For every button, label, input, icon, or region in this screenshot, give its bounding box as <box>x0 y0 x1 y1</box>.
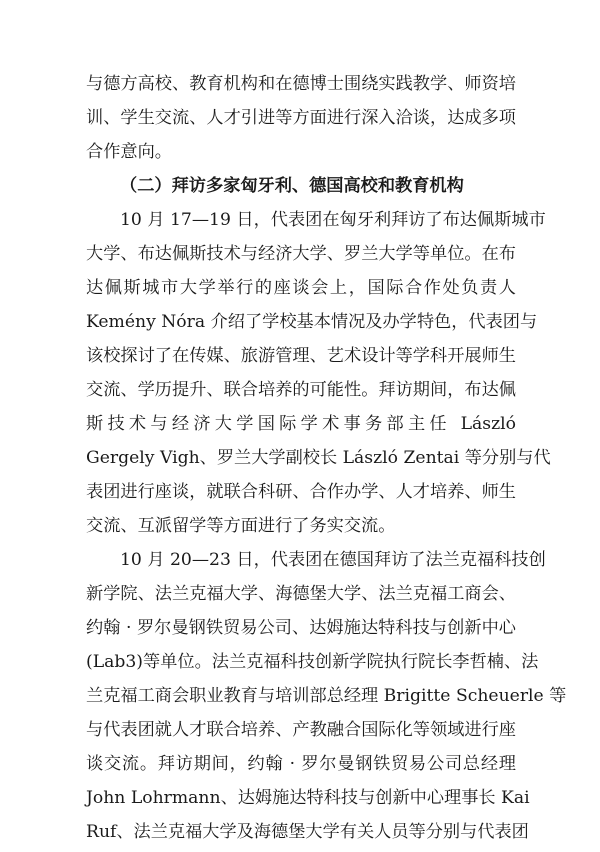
body-text-line: Gergely Vigh、罗兰大学副校长 László Zentai 等分别与代 <box>86 448 551 468</box>
body-text-line: 与代表团就人才联合培养、产教融合国际化等领域进行座 <box>86 720 516 740</box>
body-text-line: 新学院、法兰克福大学、海德堡大学、法兰克福工商会、 <box>86 584 516 604</box>
body-text-line: 合作意向。 <box>86 142 172 162</box>
body-text-line: (Lab3)等单位。法兰克福科技创新学院执行院长李哲楠、法 <box>86 652 539 672</box>
body-text-line: Ruf、法兰克福大学及海德堡大学有关人员等分别与代表团 <box>86 822 529 842</box>
body-text-line: 谈交流。拜访期间，约翰 · 罗尔曼钢铁贸易公司总经理 <box>86 754 516 774</box>
body-text-line: 大学、布达佩斯技术与经济大学、罗兰大学等单位。在布 <box>86 244 516 264</box>
body-text-line: 交流、学历提升、联合培养的可能性。拜访期间，布达佩 <box>86 380 516 400</box>
body-text-line: 达佩斯城市大学举行的座谈会上，国际合作处负责人 <box>86 278 516 298</box>
body-text-line: Kemény Nóra 介绍了学校基本情况及办学特色，代表团与 <box>86 312 538 332</box>
body-text-line: 约翰 · 罗尔曼钢铁贸易公司、达姆施达特科技与创新中心 <box>86 618 516 638</box>
body-text-line: 表团进行座谈，就联合科研、合作办学、人才培养、师生 <box>86 482 516 502</box>
body-text-line: John Lohrmann、达姆施达特科技与创新中心理事长 Kai <box>86 788 530 808</box>
section-heading: （二）拜访多家匈牙利、德国高校和教育机构 <box>120 176 464 196</box>
body-text-line: 交流、互派留学等方面进行了务实交流。 <box>86 516 396 536</box>
body-text-line: 该校探讨了在传媒、旅游管理、艺术设计等学科开展师生 <box>86 346 516 366</box>
body-text-line: 与德方高校、教育机构和在德博士围绕实践教学、师资培 <box>86 74 516 94</box>
body-text-line: 兰克福工商会职业教育与培训部总经理 Brigitte Scheuerle 等 <box>86 686 567 706</box>
body-text-line: 训、学生交流、人才引进等方面进行深入洽谈，达成多项 <box>86 108 516 128</box>
body-text-line: 10 月 20—23 日，代表团在德国拜访了法兰克福科技创 <box>120 550 546 570</box>
body-text-line: 10 月 17—19 日，代表团在匈牙利拜访了布达佩斯城市 <box>120 210 546 230</box>
body-text-line: 斯技术与经济大学国际学术事务部主任 László <box>86 414 516 434</box>
